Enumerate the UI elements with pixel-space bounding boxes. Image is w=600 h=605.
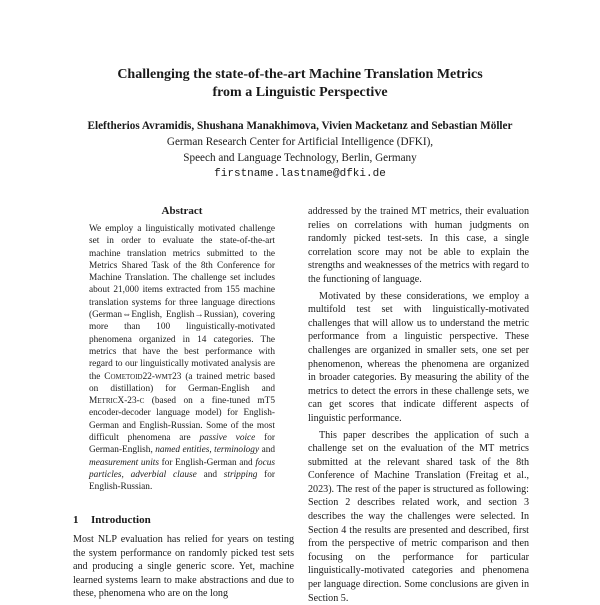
body-paragraph-1: addressed by the trained MT metrics, their evaluation relies on correlations with human judgments on randomly picked test-sets. In this case, a single correlation score may not be able to explain the strengths and weaknesses of the metrics with regard to the functioning of language. bbox=[308, 205, 529, 287]
introduction-body bbox=[73, 533, 294, 601]
abstract-heading: Abstract bbox=[68, 205, 296, 217]
abstract-text: We employ a linguistically motivated challenge set in order to evaluate the state-of-the-art machine translation metrics submitted to the Metrics Shared Task of the 8th Conference for Machine Translation. The challenge set includes about 21,000 items extracted from 155 machine translation systems for three language directions (German⇔English, English→Russian), covering more than 100 linguistically-motivated phenomena organized in 14 categories. The metrics that have the best performance with regard to our linguistically motivated analysis are the bbox=[89, 224, 275, 382]
body-paragraph-2: Motivated by these considerations, we employ a multifold test set with linguistically-motivated challenges that will allow us to understand the metric performance from a linguistic perspective. These challenges are organized in smaller sets, one set per phenomenon, whereas the phenomena are organized in broader categories. By measuring the ability of the metrics to detect the errors in these challenge sets, we can get scores that indicate different aspects of linguistic performance. bbox=[308, 290, 529, 426]
author-names: Eleftherios Avramidis, Shushana Manakhimova, Vivien Macketanz and Sebastian Möller bbox=[40, 118, 560, 134]
abstract-text: for English-Russian. bbox=[89, 470, 275, 492]
abstract-phenomenon: passive voice bbox=[199, 433, 255, 443]
section-number: 1 bbox=[73, 514, 91, 526]
introduction-paragraph: Most NLP evaluation has relied for years on testing the system performance on randomly picked test sets and producing a single generic score. Yet, machine learned systems learn to make abstractions and due to these, phenomena who are on the long bbox=[73, 533, 294, 601]
abstract-text: (based on a fine-tuned mT5 encoder-decoder language model) for English-German and English-Russian. Some of the most difficult phenomena are bbox=[89, 396, 275, 443]
abstract-body bbox=[89, 223, 275, 494]
affiliation-line-1: German Research Center for Artificial Intelligence (DFKI), bbox=[40, 134, 560, 150]
abstract-text: and bbox=[197, 470, 224, 480]
abstract-text: and bbox=[259, 445, 275, 455]
author-block bbox=[40, 118, 560, 182]
abstract-text: for English-German and bbox=[159, 458, 255, 468]
abstract-phenomenon: measurement units bbox=[89, 458, 159, 468]
abstract-metric-cometoid: Cometoid22-wmt23 bbox=[104, 372, 181, 382]
abstract-phenomenon: focus particles, adverbial clause bbox=[89, 458, 275, 480]
title-line-2: from a Linguistic Perspective bbox=[40, 84, 560, 102]
abstract-phenomenon: named entities, terminology bbox=[155, 445, 259, 455]
right-column-body bbox=[308, 205, 529, 605]
abstract-metric-metricx: MetricX-23-c bbox=[89, 396, 144, 406]
abstract-text: for German-English, bbox=[89, 433, 275, 455]
abstract-text: (a trained metric based on distillation) for German-English and bbox=[89, 372, 275, 394]
paper-title bbox=[40, 66, 560, 102]
title-line-1: Challenging the state-of-the-art Machine Translation Metrics bbox=[40, 66, 560, 84]
abstract-phenomenon: stripping bbox=[224, 470, 258, 480]
affiliation-line-2: Speech and Language Technology, Berlin, Germany bbox=[40, 150, 560, 166]
author-email: firstname.lastname@dfki.de bbox=[40, 166, 560, 182]
body-paragraph-3: This paper describes the application of such a challenge set on the evaluation of the MT metrics submitted at the relevant shared task of the 8th Conference of Machine Translation (Freitag et al., 2023). The rest of the paper is structured as following: Section 2 describes related work, and section 3 describes the way the challenges were selected. In Section 4 the results are presented and described, first from the perspective of metric comparison and then focusing on the performance for particular linguistically-motivated categories and phenomena per language direction. Some conclusions are given in Section 5. bbox=[308, 429, 529, 605]
section-title: Introduction bbox=[91, 514, 151, 526]
section-heading-introduction bbox=[73, 514, 151, 526]
